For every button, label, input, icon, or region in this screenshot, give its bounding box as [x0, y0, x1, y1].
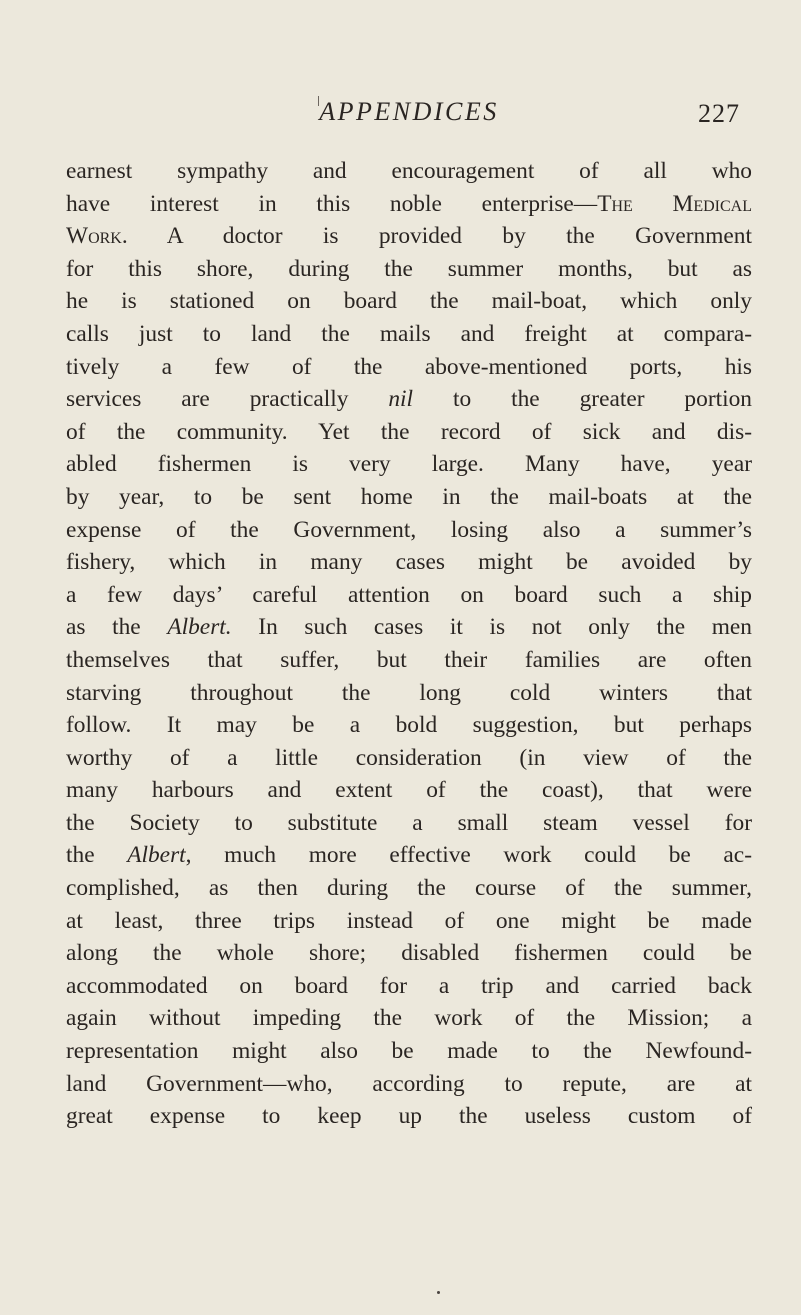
text-segment: follow. It may be a bold suggestion, but perhaps	[66, 712, 752, 739]
text-line	[66, 188, 752, 221]
text-segment: as the	[66, 614, 168, 641]
text-line	[66, 1100, 752, 1133]
text-line	[66, 514, 752, 547]
text-segment: a few days’ careful attention on board such a ship	[66, 581, 752, 608]
text-segment: starving throughout the long cold winters that	[66, 679, 752, 706]
text-line	[66, 709, 752, 742]
text-line	[66, 416, 752, 449]
text-segment: for this shore, during the summer months, but as	[66, 255, 752, 282]
text-line	[66, 742, 752, 775]
text-line	[66, 579, 752, 612]
text-line	[66, 1002, 752, 1035]
page-number: 227	[698, 99, 740, 128]
text-segment: A doctor is provided by the Government	[127, 223, 752, 250]
text-segment: fishery, which in many cases might be avoided by	[66, 549, 752, 576]
text-segment: at least, three trips instead of one might be made	[66, 907, 752, 934]
text-line	[66, 546, 752, 579]
text-segment: tively a few of the above-mentioned ports, his	[66, 353, 752, 380]
running-title: APPENDICES	[319, 97, 499, 126]
text-line	[66, 970, 752, 1003]
text-line	[66, 611, 752, 644]
text-line	[66, 383, 752, 416]
text-segment: calls just to land the mails and freight at compara-	[66, 320, 752, 347]
text-segment: worthy of a little consideration (in view of the	[66, 744, 752, 771]
text-line	[66, 481, 752, 514]
text-segment: complished, as then during the course of the summer,	[66, 875, 752, 902]
text-line	[66, 774, 752, 807]
print-speck	[437, 1291, 440, 1294]
text-line	[66, 1068, 752, 1101]
text-line	[66, 318, 752, 351]
text-line	[66, 644, 752, 677]
text-segment: by year, to be sent home in the mail-boats at the	[66, 483, 752, 510]
text-line	[66, 807, 752, 840]
running-head	[66, 97, 752, 137]
body-text	[66, 155, 752, 1133]
text-segment: the Society to substitute a small steam vessel for	[66, 809, 752, 836]
text-line	[66, 1035, 752, 1068]
text-segment: again without impeding the work of the Mission; a	[66, 1005, 752, 1032]
text-segment: land Government—who, according to repute, are at	[66, 1070, 752, 1097]
text-line	[66, 253, 752, 286]
text-line	[66, 839, 752, 872]
text-segment: abled fishermen is very large. Many have, year	[66, 451, 752, 478]
text-segment: have interest in this noble enterprise—	[66, 190, 598, 217]
text-line	[66, 872, 752, 905]
text-segment: accommodated on board for a trip and carried back	[66, 972, 752, 999]
small-caps-text: Work.	[66, 223, 128, 250]
small-caps-text: The Medical	[597, 190, 752, 217]
text-segment: representation might also be made to the Newfound-	[66, 1038, 752, 1065]
text-segment: expense of the Government, losing also a summer’s	[66, 516, 752, 543]
text-segment: , much more effective work could be ac-	[185, 842, 752, 869]
text-segment: services are practically	[66, 386, 389, 413]
italic-text: Albert.	[167, 614, 232, 641]
text-line	[66, 220, 752, 253]
text-segment: of the community. Yet the record of sick and dis-	[66, 418, 752, 445]
text-segment: along the whole shore; disabled fishermen could be	[66, 940, 752, 967]
text-segment: great expense to keep up the useless custom of	[66, 1103, 752, 1130]
text-segment: he is stationed on board the mail-boat, which only	[66, 288, 752, 315]
text-segment: to the greater portion	[413, 386, 752, 413]
text-line	[66, 937, 752, 970]
text-segment: In such cases it is not only the men	[231, 614, 752, 641]
text-segment: themselves that suffer, but their families are often	[66, 646, 752, 673]
text-line	[66, 285, 752, 318]
text-line	[66, 448, 752, 481]
text-segment: the	[66, 842, 128, 869]
text-line	[66, 677, 752, 710]
italic-text: nil	[388, 386, 414, 413]
text-line	[66, 905, 752, 938]
text-segment: earnest sympathy and encouragement of all who	[66, 158, 752, 184]
text-segment: many harbours and extent of the coast), that were	[66, 777, 752, 804]
italic-text: Albert	[127, 842, 186, 869]
text-line	[66, 155, 752, 188]
text-line	[66, 351, 752, 384]
